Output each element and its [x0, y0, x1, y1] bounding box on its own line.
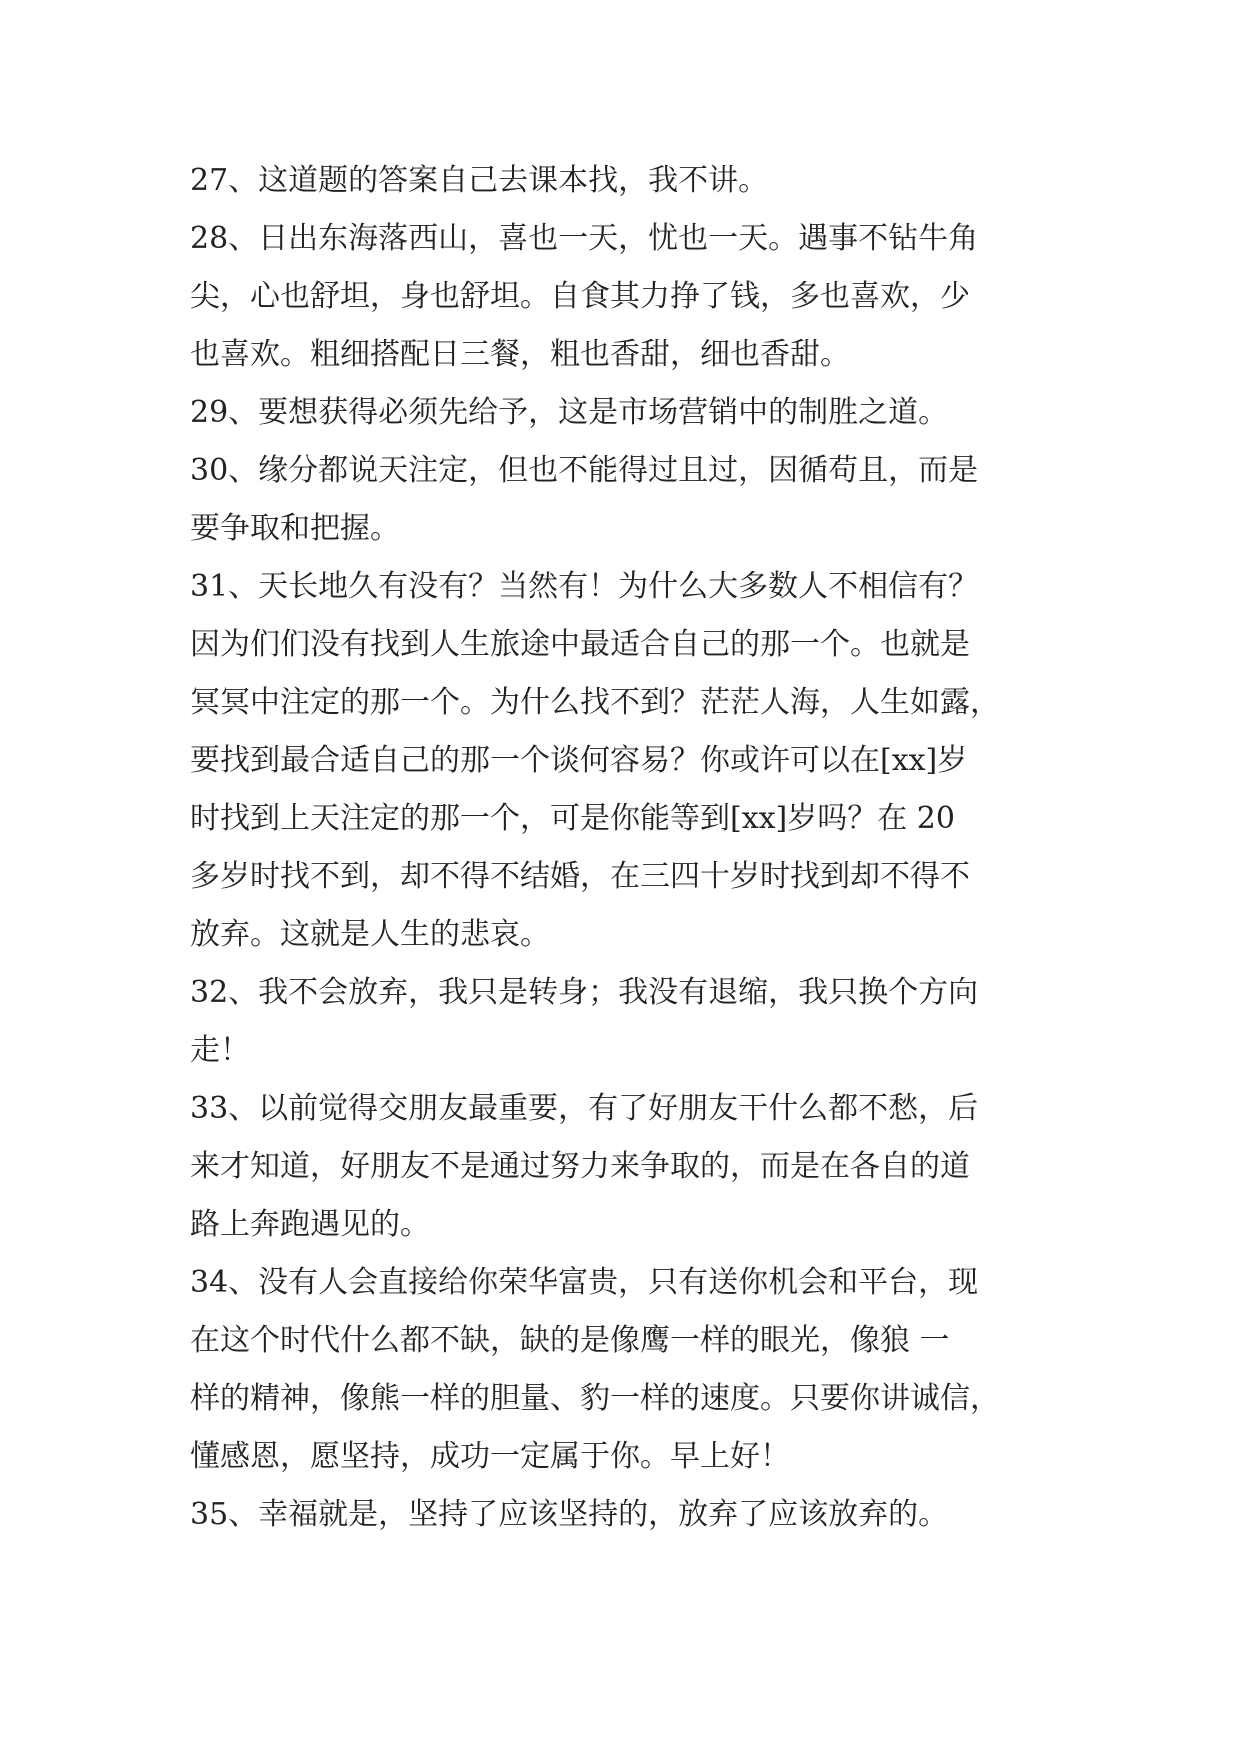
text-line-23: 懂感恩，愿坚持，成功一定属于你。早上好！ — [190, 1439, 790, 1474]
text-line-1: 27、这道题的答案自己去课本找，我不讲。 — [190, 163, 769, 198]
text-line-7: 要争取和把握。 — [190, 511, 400, 546]
text-line-17: 33、以前觉得交朋友最重要，有了好朋友干什么都不愁，后 — [190, 1091, 979, 1126]
text-line-22: 样的精神，像熊一样的胆量、豹一样的速度。只要你讲诚信， — [190, 1381, 1000, 1416]
document-body — [190, 152, 1052, 1544]
text-line-5: 29、要想获得必须先给予，这是市场营销中的制胜之道。 — [190, 395, 949, 430]
text-line-3: 尖，心也舒坦，身也舒坦。自食其力挣了钱，多也喜欢，少 — [190, 279, 970, 314]
text-line-4: 也喜欢。粗细搭配日三餐，粗也香甜，细也香甜。 — [190, 337, 850, 372]
text-line-8: 31、天长地久有没有？当然有！为什么大多数人不相信有？ — [190, 569, 979, 604]
text-line-16: 走！ — [190, 1033, 250, 1068]
text-line-10: 冥冥中注定的那一个。为什么找不到？茫茫人海，人生如露， — [190, 685, 1000, 720]
text-line-2: 28、日出东海落西山，喜也一天，忧也一天。遇事不钻牛角 — [190, 221, 979, 256]
text-line-20: 34、没有人会直接给你荣华富贵，只有送你机会和平台，现 — [190, 1265, 979, 1300]
text-line-6: 30、缘分都说天注定，但也不能得过且过，因循苟且，而是 — [190, 453, 979, 488]
text-line-12: 时找到上天注定的那一个，可是你能等到[xx]岁吗？在 20 — [190, 801, 955, 836]
text-line-9: 因为们们没有找到人生旅途中最适合自己的那一个。也就是 — [190, 627, 970, 662]
text-line-19: 路上奔跑遇见的。 — [190, 1207, 430, 1242]
text-line-24: 35、幸福就是，坚持了应该坚持的，放弃了应该放弃的。 — [190, 1497, 949, 1532]
text-line-13: 多岁时找不到，却不得不结婚，在三四十岁时找到却不得不 — [190, 859, 970, 894]
text-line-11: 要找到最合适自己的那一个谈何容易？你或许可以在[xx]岁 — [190, 743, 968, 778]
text-line-21: 在这个时代什么都不缺，缺的是像鹰一样的眼光，像狼 一 — [190, 1323, 950, 1358]
text-line-18: 来才知道，好朋友不是通过努力来争取的，而是在各自的道 — [190, 1149, 970, 1184]
text-line-15: 32、我不会放弃，我只是转身；我没有退缩，我只换个方向 — [190, 975, 979, 1010]
text-line-14: 放弃。这就是人生的悲哀。 — [190, 917, 550, 952]
